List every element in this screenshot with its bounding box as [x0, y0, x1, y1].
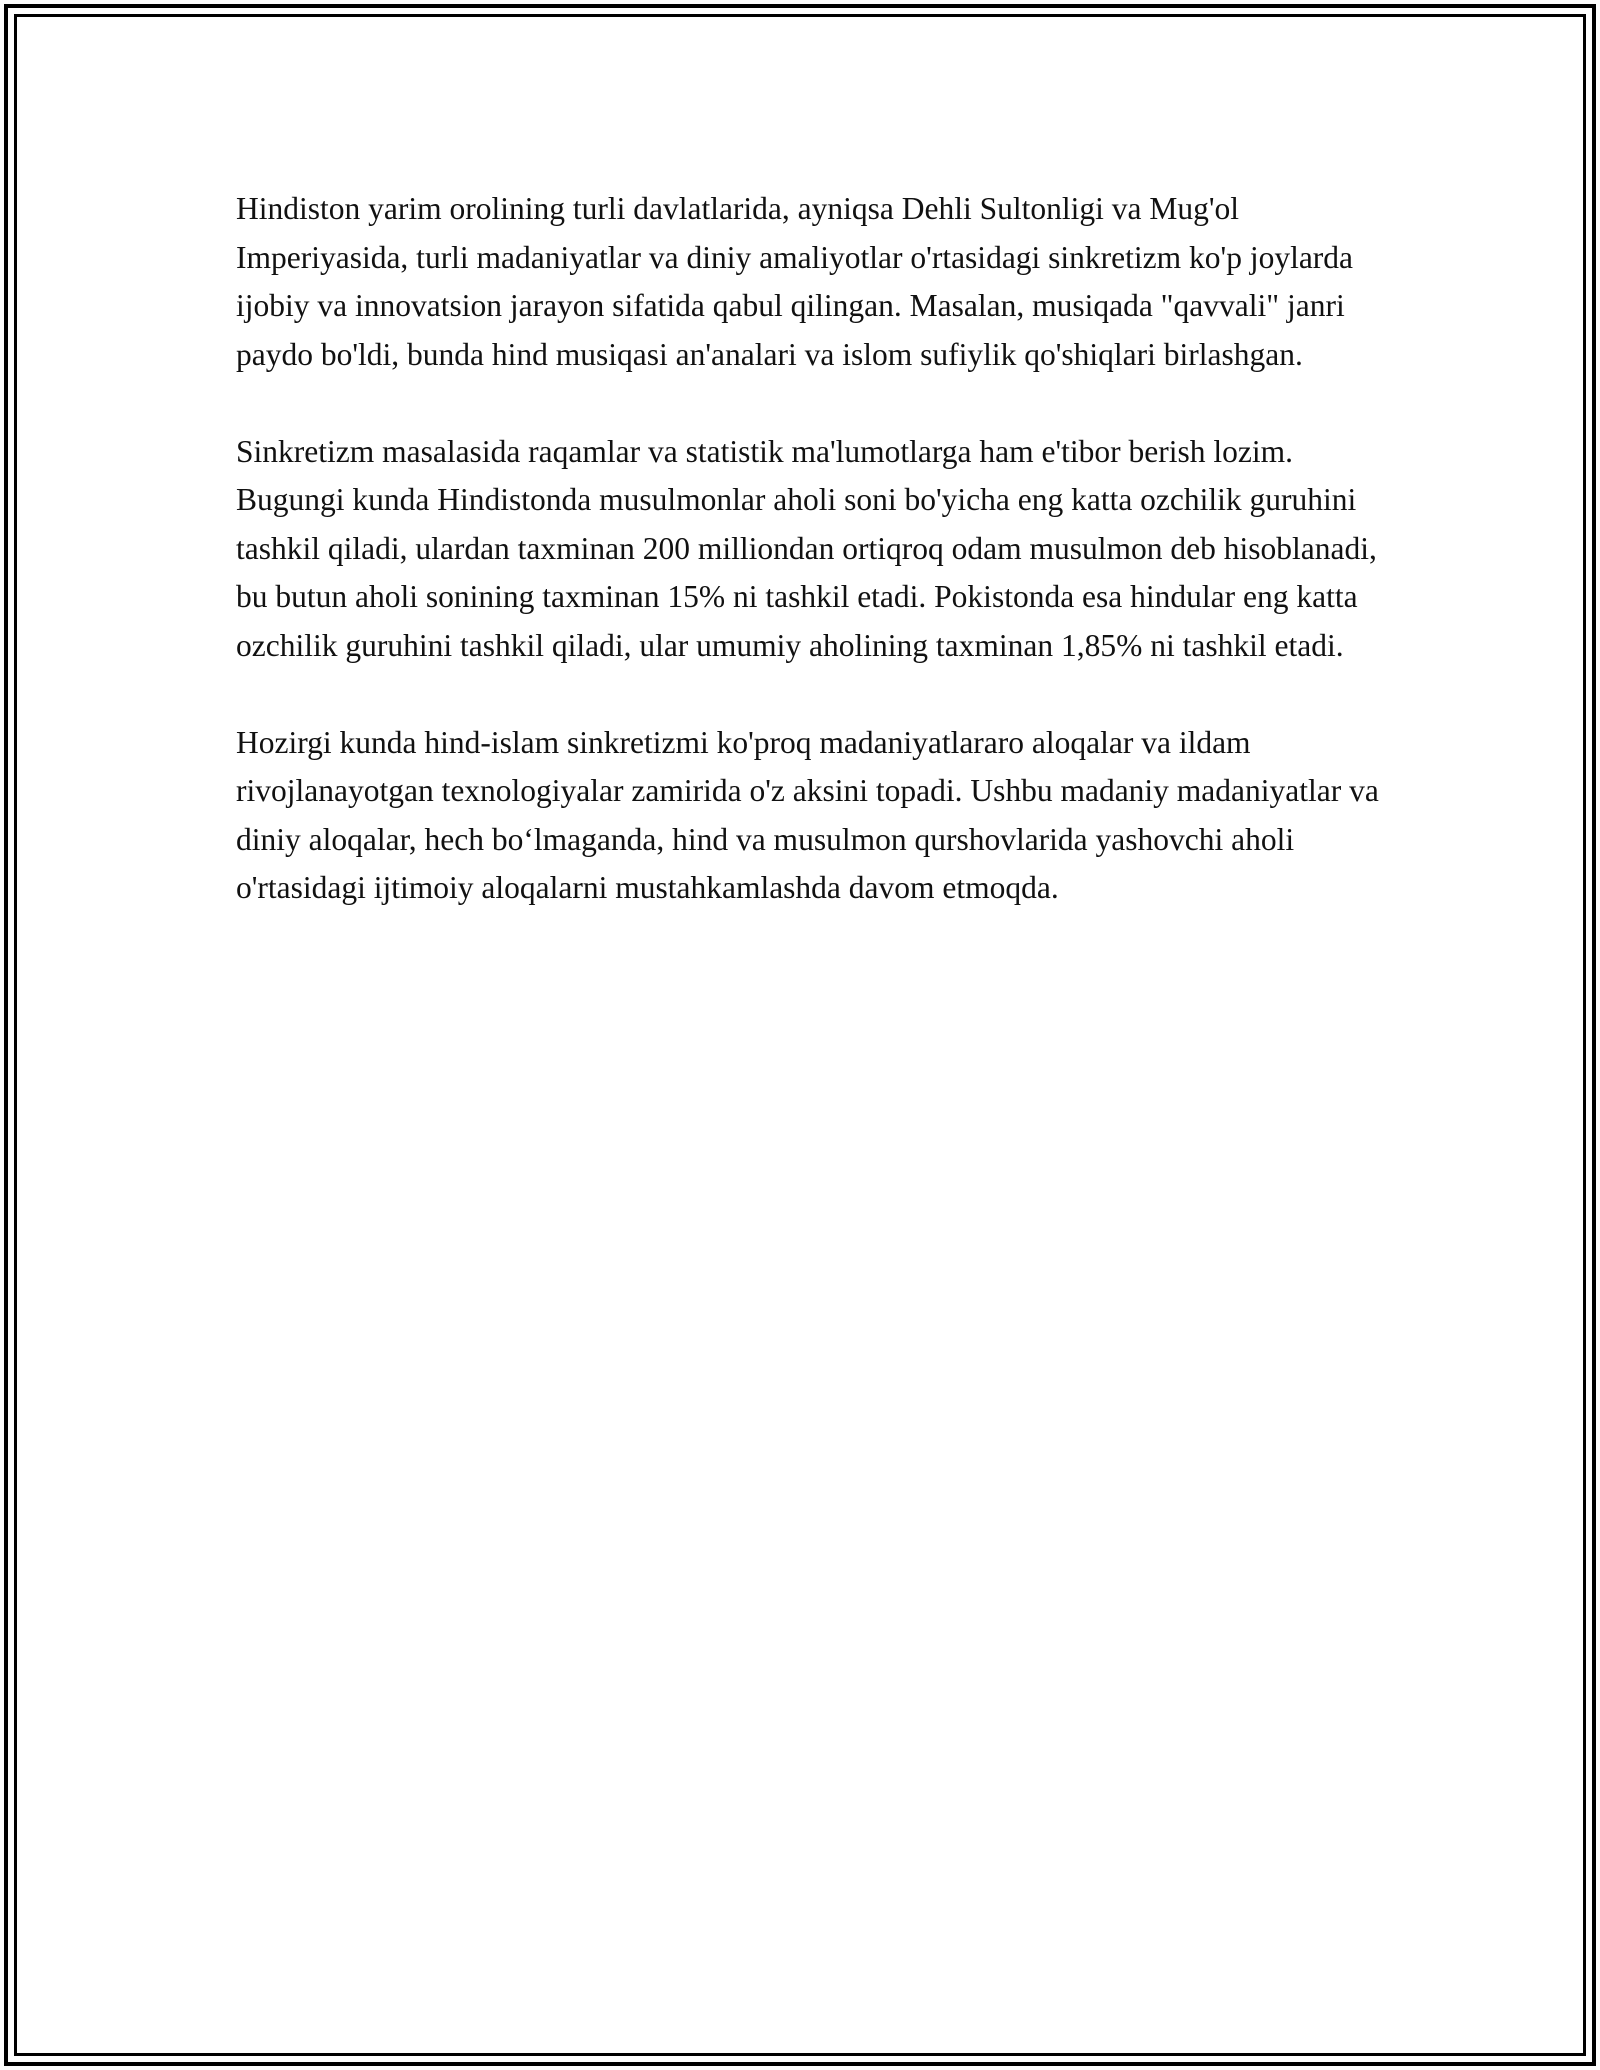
paragraph-syncretism-history: Hindiston yarim orolining turli davlatlarida, ayniqsa Dehli Sultonligi va Mug'ol Imperiyasida, turli madaniyatlar va diniy amaliyotlar o'rtasidagi sinkretizm ko'p joylarda ijobiy va innovatsion jarayon sifatida qabul qilingan. Masalan, musiqada "qavvali" janri paydo bo'ldi, bunda hind musiqasi an'analari va islom sufiylik qo'shiqlari birlashgan.	[236, 191, 1354, 372]
document-body	[236, 185, 1386, 961]
paragraph-syncretism-today: Hozirgi kunda hind-islam sinkretizmi ko'proq madaniyatlararo aloqalar va ildam rivojlanayotgan texnologiyalar zamirida o'z aksini topadi. Ushbu madaniy madaniyatlar va diniy aloqalar, hech bo‘lmaganda, hind va musulmon qurshovlarida yashovchi aholi o'rtasidagi ijtimoiy aloqalarni mustahkamlashda davom etmoqda.	[236, 724, 1379, 905]
paragraph-syncretism-statistics: Sinkretizm masalasida raqamlar va statistik ma'lumotlarga ham e'tibor berish lozim. Bugungi kunda Hindistonda musulmonlar aholi soni bo'yicha eng katta ozchilik guruhini tashkil qiladi, ulardan taxminan 200 milliondan ortiqroq odam musulmon deb hisoblanadi, bu butun aholi sonining taxminan 15% ni tashkil etadi. Pokistonda esa hindular eng katta ozchilik guruhini tashkil qiladi, ular umumiy aholining taxminan 1,85% ni tashkil etadi.	[236, 433, 1377, 663]
